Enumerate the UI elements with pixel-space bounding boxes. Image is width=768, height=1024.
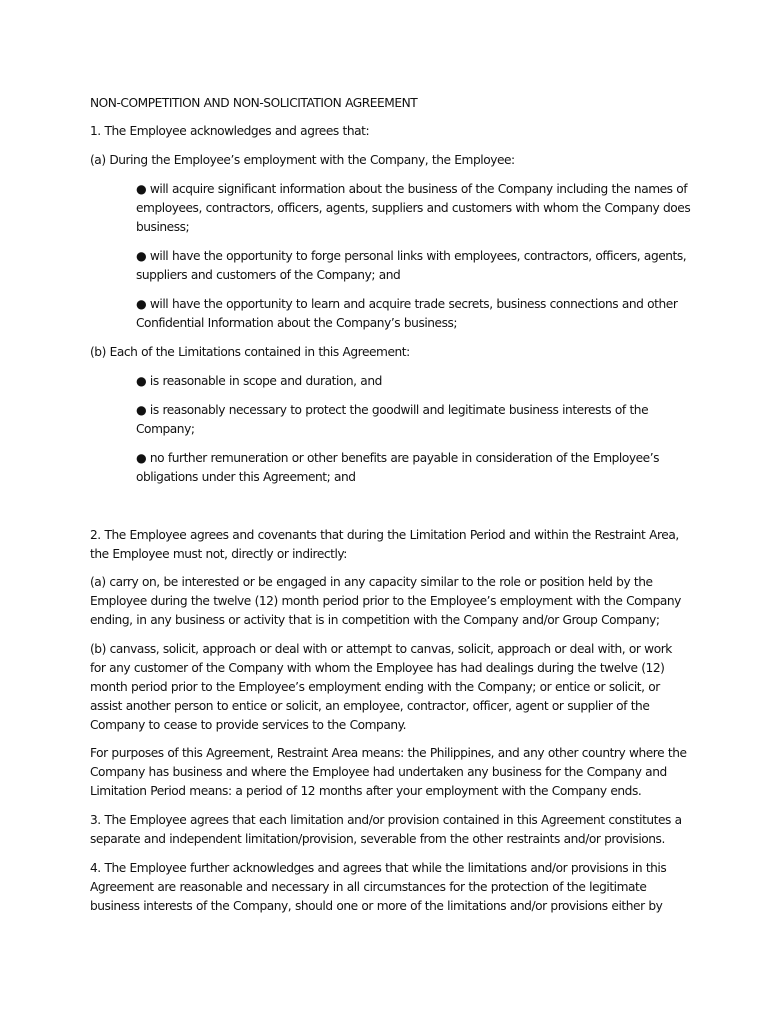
paragraph-2 <box>90 526 690 564</box>
paragraph-line: ● no further remuneration or other benefits are payable in consideration of the Employee’s <box>136 451 660 465</box>
paragraph-line: the Employee must not, directly or indirectly: <box>90 546 347 561</box>
paragraph-line: For purposes of this Agreement, Restraint Area means: the Philippines, and any other country where the <box>90 746 687 760</box>
bullet-item <box>136 295 696 333</box>
paragraph-line: obligations under this Agreement; and <box>136 469 356 484</box>
paragraph-line: business; <box>136 219 190 234</box>
paragraph-1b <box>90 343 690 362</box>
paragraph-1 <box>90 122 690 141</box>
title-text: NON-COMPETITION AND NON-SOLICITATION AGREEMENT <box>90 96 418 110</box>
paragraph-line: business interests of the Company, should one or more of the limitations and/or provisions either by <box>90 898 663 913</box>
paragraph-4 <box>90 859 690 916</box>
paragraph-line: for any customer of the Company with whom the Employee has had dealings during the twelve (12) <box>90 660 665 675</box>
paragraph-line: ● will acquire significant information about the business of the Company including the names of <box>136 182 688 196</box>
paragraph-line: Company; <box>136 421 195 436</box>
paragraph-line: ● is reasonably necessary to protect the goodwill and legitimate business interests of the <box>136 403 649 417</box>
paragraph-2a <box>90 573 690 630</box>
paragraph-line: ● will have the opportunity to learn and acquire trade secrets, business connections and other <box>136 297 678 311</box>
document-title <box>90 94 690 113</box>
bullet-item <box>136 247 696 285</box>
paragraph-line: 3. The Employee agrees that each limitation and/or provision contained in this Agreement constitutes a <box>90 813 682 827</box>
paragraph-line: ● will have the opportunity to forge personal links with employees, contractors, officers, agents, <box>136 249 687 263</box>
paragraph-3 <box>90 811 690 849</box>
bullet-item <box>136 449 696 487</box>
paragraph-line: 2. The Employee agrees and covenants that during the Limitation Period and within the Restraint Area, <box>90 528 679 542</box>
bullet-item <box>136 180 696 237</box>
bullet-item <box>136 372 696 391</box>
paragraph-line: separate and independent limitation/provision, severable from the other restraints and/or provisions. <box>90 831 665 846</box>
paragraph-line: Confidential Information about the Company’s business; <box>136 315 458 330</box>
paragraph-line: 4. The Employee further acknowledges and agrees that while the limitations and/or provisions in this <box>90 861 667 875</box>
paragraph-definitions <box>90 744 690 801</box>
paragraph-line: (b) canvass, solicit, approach or deal with or attempt to canvas, solicit, approach or deal with, or work <box>90 642 672 656</box>
paragraph-line: ● is reasonable in scope and duration, and <box>136 374 382 388</box>
paragraph-2b <box>90 640 690 734</box>
paragraph-line: employees, contractors, officers, agents, suppliers and customers with whom the Company does <box>136 200 691 215</box>
paragraph-line: ending, in any business or activity that is in competition with the Company and/or Group Company; <box>90 612 660 627</box>
paragraph-line: Company has business and where the Employee had undertaken any business for the Company and <box>90 764 667 779</box>
paragraph-line: (a) During the Employee’s employment with the Company, the Employee: <box>90 153 515 167</box>
paragraph-line: suppliers and customers of the Company; and <box>136 267 401 282</box>
bullet-item <box>136 401 696 439</box>
paragraph-1a <box>90 151 690 170</box>
paragraph-line: Limitation Period means: a period of 12 months after your employment with the Company ends. <box>90 783 642 798</box>
paragraph-line: assist another person to entice or solicit, an employee, contractor, officer, agent or supplier of the <box>90 698 650 713</box>
paragraph-line: (a) carry on, be interested or be engaged in any capacity similar to the role or position held by the <box>90 575 653 589</box>
paragraph-line: month period prior to the Employee’s employment ending with the Company; or entice or solicit, or <box>90 679 660 694</box>
paragraph-line: 1. The Employee acknowledges and agrees that: <box>90 124 370 138</box>
paragraph-line: Company to cease to provide services to the Company. <box>90 717 407 732</box>
paragraph-line: Employee during the twelve (12) month period prior to the Employee’s employment with the Company <box>90 593 681 608</box>
paragraph-line: Agreement are reasonable and necessary in all circumstances for the protection of the legitimate <box>90 879 647 894</box>
paragraph-line: (b) Each of the Limitations contained in this Agreement: <box>90 345 410 359</box>
